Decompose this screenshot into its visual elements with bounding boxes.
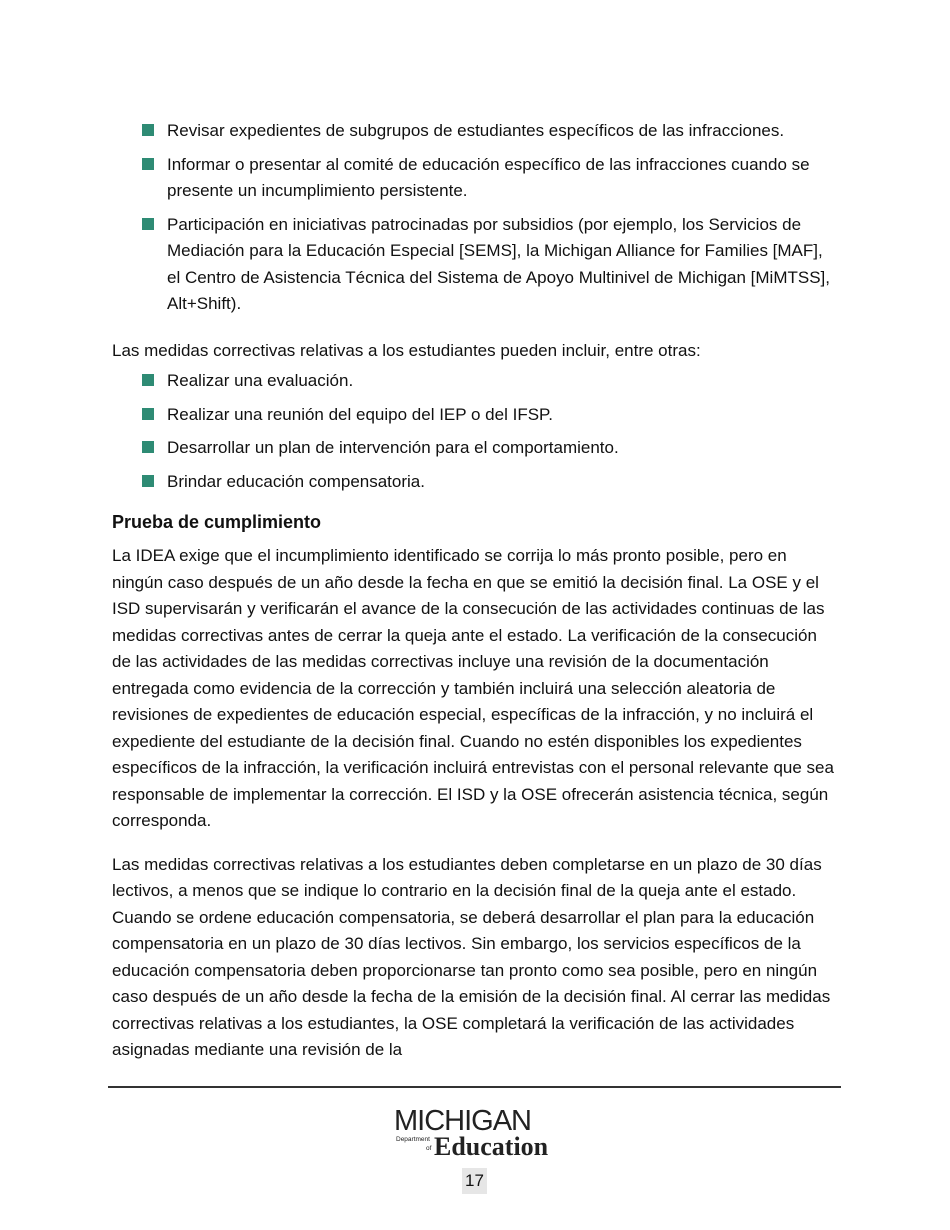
list-item: Brindar educación compensatoria. [112, 469, 838, 496]
section-heading: Prueba de cumplimiento [112, 512, 322, 532]
logo-education-text: Education [434, 1132, 549, 1158]
bullet-list-actions [112, 118, 838, 318]
square-bullet-icon [142, 475, 154, 487]
list-item: Participación en iniciativas patrocinadas por subsidios (por ejemplo, los Servicios de Mediación para la Educación Especial [SEMS], la Michigan Alliance for Families [MAF], el Centro de Asistencia Técnica del Sistema de Apoyo Multinivel de Michigan [MiMTSS], Alt+Shift). [112, 212, 838, 318]
paragraph-verification: La IDEA exige que el incumplimiento identificado se corrija lo más pronto posible, pero en ningún caso después de un año desde la fecha en que se emitió la decisión final. La OSE y el ISD supervisarán y verificarán el avance de la consecución de las actividades continuas de las medidas correctivas antes de cerrar la queja ante el estado. La verificación de la consecución de las actividades de las medidas correctivas incluye una revisión de la documentación entregada como evidencia de la corrección y también incluirá una selección aleatoria de revisiones de expedientes de educación especial, específicas de la infracción, y no incluirá el expediente del estudiante de la decisión final. Cuando no estén disponibles los expedientes específicos de la infracción, la verificación incluirá entrevistas con el personal relevante que sea responsable de implementar la corrección. El ISD y la OSE ofrecerán asistencia técnica, según corresponda. [112, 546, 834, 830]
bullet-list-student [112, 368, 838, 495]
square-bullet-icon [142, 441, 154, 453]
logo-of-text: of [426, 1145, 432, 1152]
paragraph-student-measures: Las medidas correctivas relativas a los estudiantes deben completarse en un plazo de 30 días lectivos, a menos que se indique lo contrario en la decisión final de la queja ante el estado. Cuando se ordene educación compensatoria, se deberá desarrollar el plan para la educación compensatoria en un plazo de 30 días lectivos. Sin embargo, los servicios específicos de la educación compensatoria deben proporcionarse tan pronto como sea posible, pero en ningún caso después de un año desde la fecha de la emisión de la decisión final. Al cerrar las medidas correctivas relativas a los estudiantes, la OSE completará la verificación de las actividades asignadas mediante una revisión de la [112, 854, 831, 1059]
footer-divider [108, 1086, 841, 1088]
list-item: Revisar expedientes de subgrupos de estudiantes específicos de las infracciones. [112, 118, 838, 145]
document-body [112, 118, 838, 1081]
list-item: Desarrollar un plan de intervención para el comportamiento. [112, 435, 838, 462]
list-item: Informar o presentar al comité de educación específico de las infracciones cuando se presente un incumplimiento persistente. [112, 152, 838, 205]
michigan-education-logo [392, 1100, 558, 1158]
square-bullet-icon [142, 408, 154, 420]
logo-michigan-text: MICHIGAN [394, 1105, 531, 1137]
square-bullet-icon [142, 218, 154, 230]
logo-department-text: Department [396, 1136, 430, 1143]
list-item: Realizar una evaluación. [112, 368, 838, 395]
square-bullet-icon [142, 374, 154, 386]
square-bullet-icon [142, 124, 154, 136]
student-intro: Las medidas correctivas relativas a los estudiantes pueden incluir, entre otras: [112, 340, 701, 360]
square-bullet-icon [142, 158, 154, 170]
list-item: Realizar una reunión del equipo del IEP o del IFSP. [112, 402, 838, 429]
page-number: 17 [462, 1168, 487, 1194]
